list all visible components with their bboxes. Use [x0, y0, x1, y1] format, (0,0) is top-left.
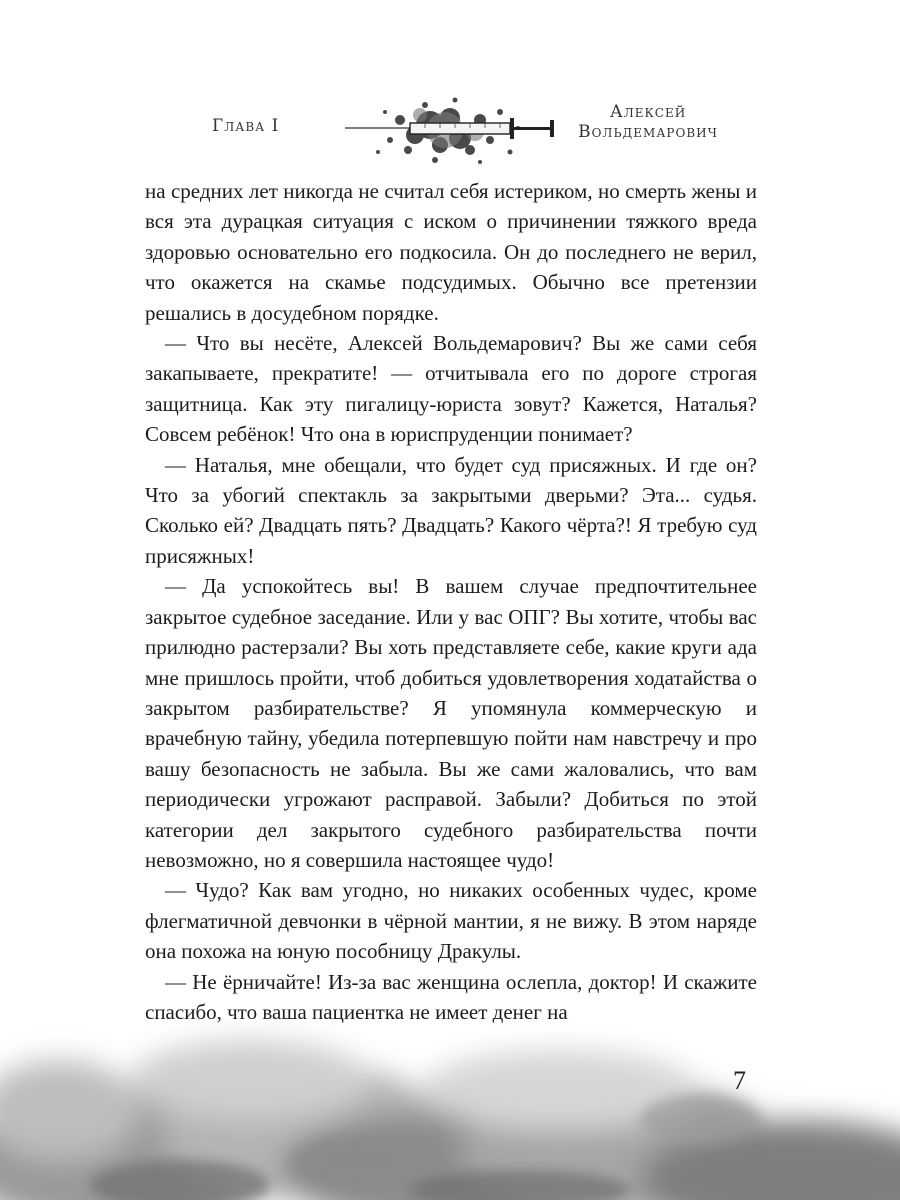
syringe-ink-splatter-icon: [340, 90, 570, 170]
page-number: 7: [733, 1066, 746, 1095]
paragraph: — Что вы несёте, Алексей Вольдемарович? Вы же сами себя закапываете, прекратите! — отчитывала его по дороге строгая защитница. Как эту пигалицу-юриста зовут? Кажется, Наталья? Совсем ребёнок! Что она в юриспруденции понимает?: [145, 331, 757, 447]
chapter-label: Глава I: [212, 116, 280, 136]
paragraph: на средних лет никогда не считал себя истериком, но смерть жены и вся эта дурацкая ситуация с иском о причинении тяжкого вреда здоровью основательно его подкосила. Он до последнего не верил, что окажется на скамье подсудимых. Обычно все претензии решались в досудебном порядке.: [145, 179, 757, 325]
paragraph: — Не ёрничайте! Из-за вас женщина ослепла, доктор! И скажите спасибо, что ваша пациентка не имеет денег на: [145, 969, 757, 1024]
paragraph: — Чудо? Как вам угодно, но никаких особенных чудес, кроме флегматичной девчонки в чёрной мантии, я не вижу. В этом наряде она похожа на юную пособницу Дракулы.: [145, 878, 757, 964]
paragraph: — Да успокойтесь вы! В вашем случае предпочтительнее закрытое судебное заседание. Или у вас ОПГ? Вы хотите, чтобы вас прилюдно растерзали? Вы хоть представляете себе, какие круги ада мне пришлось пройти, чтоб добиться удовлетворения ходатайства о закрытом разбирательстве? Я упомянула коммерческую и врачебную тайну, убедила потерпевшую пойти нам навстречу и про вашу безопасность не забыла. Вы же сами жаловались, что вам периодически угрожают расправой. Забыли? Добиться по этой категории дел закрытого судебного разбирательства почти невозможно, но я совершила настоящее чудо!: [145, 574, 757, 872]
author-first-name: Алексей: [609, 102, 687, 122]
paragraph: — Наталья, мне обещали, что будет суд присяжных. И где он? Что за убогий спектакль за закрытыми дверьми? Эта... судья. Сколько ей? Двадцать пять? Двадцать? Какого чёрта?! Я требую суд присяжных!: [145, 452, 757, 568]
author-patronymic: Вольдемарович: [578, 122, 718, 142]
smoke-cloud-decoration: [0, 1010, 900, 1200]
body-text: [145, 176, 757, 1027]
author-label: [568, 102, 728, 142]
running-header: [0, 90, 900, 170]
